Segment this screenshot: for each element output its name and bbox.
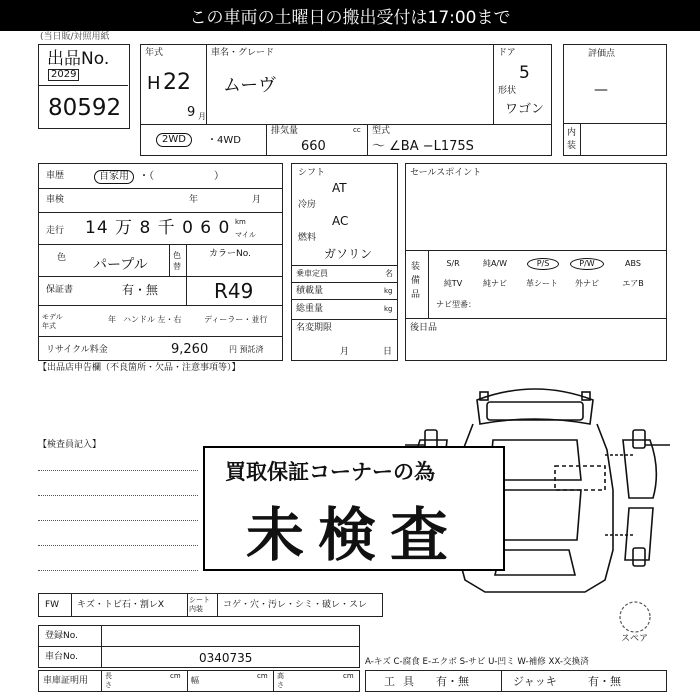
damage-legend: A-キズ C-腐食 E-エクボ S-サビ U-凹ミ W-補修 XX-交換済: [365, 657, 589, 667]
sales-point-label: セールスポイント: [410, 168, 482, 178]
equip-pw: P/W: [570, 258, 604, 270]
fw-text1: キズ・トビ石・割レX: [77, 600, 164, 610]
fw-text2: コゲ・穴・汚レ・シミ・破レ・スレ: [223, 600, 368, 610]
dealer-label: ディーラー・並行: [204, 315, 268, 324]
chassis-value: 0340735: [199, 651, 253, 665]
displacement-label: 排気量: [271, 126, 299, 136]
inspection-year-unit: 年: [189, 195, 199, 205]
load-unit: kg: [384, 287, 393, 295]
shift-label: シフト: [298, 168, 326, 178]
equipment-label: 装備品: [411, 262, 421, 300]
spec-box: [291, 163, 398, 361]
drive-selected: 2WD: [156, 133, 192, 147]
stamp-main-text: 未検査: [245, 501, 462, 569]
history-rest: ・（ ）: [139, 171, 224, 182]
recycle-value: 9,260: [171, 342, 209, 357]
shape-value: ワゴン: [505, 102, 545, 117]
weight-label: 総重量: [296, 304, 324, 314]
doors-label: ドア: [498, 48, 516, 58]
mileage-label: 走行: [46, 226, 65, 236]
capacity-unit: 名: [385, 269, 393, 278]
spare-tire-icon: [618, 600, 652, 634]
equip-navi: 純ナビ: [483, 279, 507, 288]
equip-tv: 純TV: [443, 279, 463, 288]
year-value: 22: [163, 70, 191, 95]
color-code: R49: [214, 279, 254, 303]
chassis-label: 車台No.: [45, 652, 78, 662]
recycle-label: リサイクル料金: [46, 345, 108, 355]
certificate-row: [38, 670, 360, 692]
warranty-value: 有・無: [122, 283, 159, 297]
declaration-label: 【出品店申告欄（不良箇所・欠品・注意事項等）】: [38, 363, 241, 373]
year-era: H: [147, 73, 161, 94]
registration-label: 登録No.: [45, 631, 78, 641]
color-value: パープル: [93, 257, 148, 273]
model-year-label: モデル年式: [42, 313, 63, 330]
pickup-banner: この車両の土曜日の搬出受付は17:00まで: [0, 0, 700, 31]
fw-row: [38, 593, 383, 617]
warranty-label: 保証書: [46, 285, 74, 295]
displacement-unit: cc: [353, 126, 361, 134]
header-cut-text: (当日販/対照用紙: [40, 32, 110, 42]
cert-width-unit: cm: [257, 672, 268, 680]
tools-value: 有・無: [436, 675, 469, 688]
doors-value: 5: [519, 63, 530, 83]
handle-label: ハンドル 左・右: [123, 315, 182, 324]
sales-box: [405, 163, 667, 361]
inspection-label: 車検: [46, 195, 65, 205]
fw-label: FW: [45, 600, 60, 610]
weight-unit: kg: [384, 305, 393, 313]
equip-abs: ABS: [625, 259, 641, 268]
color-label: 色: [57, 253, 67, 263]
load-label: 積載量: [296, 286, 324, 296]
vehicle-summary-box: [140, 44, 552, 156]
carname-label: 車名・グレード: [211, 48, 275, 58]
inspector-label: 【検査員記入】: [38, 440, 102, 450]
fuel-value: ガソリン: [324, 247, 373, 261]
jack-value: 有・無: [588, 675, 621, 688]
tools-label: 工具: [384, 675, 422, 688]
color-code-label: カラーNo.: [209, 249, 251, 259]
left-detail-box: [38, 163, 283, 361]
equip-sr: S/R: [446, 259, 460, 268]
equip-airbag: エアB: [622, 279, 644, 288]
mileage-value: 14 万 8 千 0 6 0: [85, 218, 231, 238]
equip-leather: 革シート: [526, 279, 558, 288]
cert-length: 長さ: [105, 672, 112, 689]
after-parts-label: 後日品: [410, 323, 438, 333]
inspection-month-unit: 月: [252, 195, 262, 205]
lot-box: [38, 44, 130, 129]
namechange-day: 日: [383, 347, 393, 357]
lot-number: 80592: [48, 95, 122, 121]
aircon-label: 冷房: [298, 200, 317, 210]
carname-value: ムーヴ: [223, 75, 277, 96]
mileage-km: km: [235, 218, 246, 226]
navi-model-label: ナビ型番：: [436, 300, 476, 309]
color-change-label: 色替: [173, 251, 181, 271]
cert-height: 高さ: [277, 672, 284, 689]
capacity-label: 乗車定員: [296, 269, 328, 278]
shape-label: 形状: [498, 86, 517, 96]
stamp-subtitle: 買取保証コーナーの為: [225, 460, 435, 484]
recycle-unit: 円 預託済: [229, 345, 264, 354]
equip-ps: P/S: [527, 258, 559, 270]
tools-row: [365, 670, 667, 692]
shift-value: AT: [332, 181, 347, 195]
year-month-unit: 月: [198, 112, 206, 121]
aircon-value: AC: [332, 214, 349, 228]
model-year-unit: 年: [108, 315, 116, 324]
model-value: 〜 ∠BA −L175S: [372, 139, 474, 154]
interior-label: 内装: [567, 128, 577, 151]
score-box: [563, 44, 667, 156]
unchecked-stamp: [203, 446, 505, 571]
cert-length-unit: cm: [170, 672, 181, 680]
mileage-mile: マイル: [235, 231, 256, 239]
namechange-month: 月: [340, 347, 350, 357]
cert-width: 幅: [191, 676, 199, 685]
model-label: 型式: [372, 126, 391, 136]
cert-height-unit: cm: [343, 672, 354, 680]
registration-box: [38, 625, 360, 668]
lot-label: 出品No.: [47, 49, 110, 69]
score-label: 評価点: [588, 49, 616, 59]
namechange-label: 名変期限: [296, 323, 333, 333]
displacement-value: 660: [301, 139, 326, 154]
equip-ext-navi: 外ナビ: [575, 279, 599, 288]
score-value: —: [594, 82, 608, 98]
year-month: 9: [187, 105, 196, 120]
history-label: 車歴: [46, 171, 65, 181]
drive-other: ・4WD: [207, 135, 241, 146]
spare-label: スペア: [621, 634, 649, 644]
certificate-label: 車庫証明用: [43, 676, 89, 686]
fuel-label: 燃料: [298, 233, 317, 243]
history-selected: 自家用: [94, 170, 134, 184]
lot-tag: 2029: [48, 69, 79, 81]
equip-aw: 純A/W: [482, 259, 508, 268]
year-label: 年式: [145, 48, 164, 58]
jack-label: ジャッキ: [513, 675, 557, 688]
seat-label: シート内装: [189, 596, 210, 613]
